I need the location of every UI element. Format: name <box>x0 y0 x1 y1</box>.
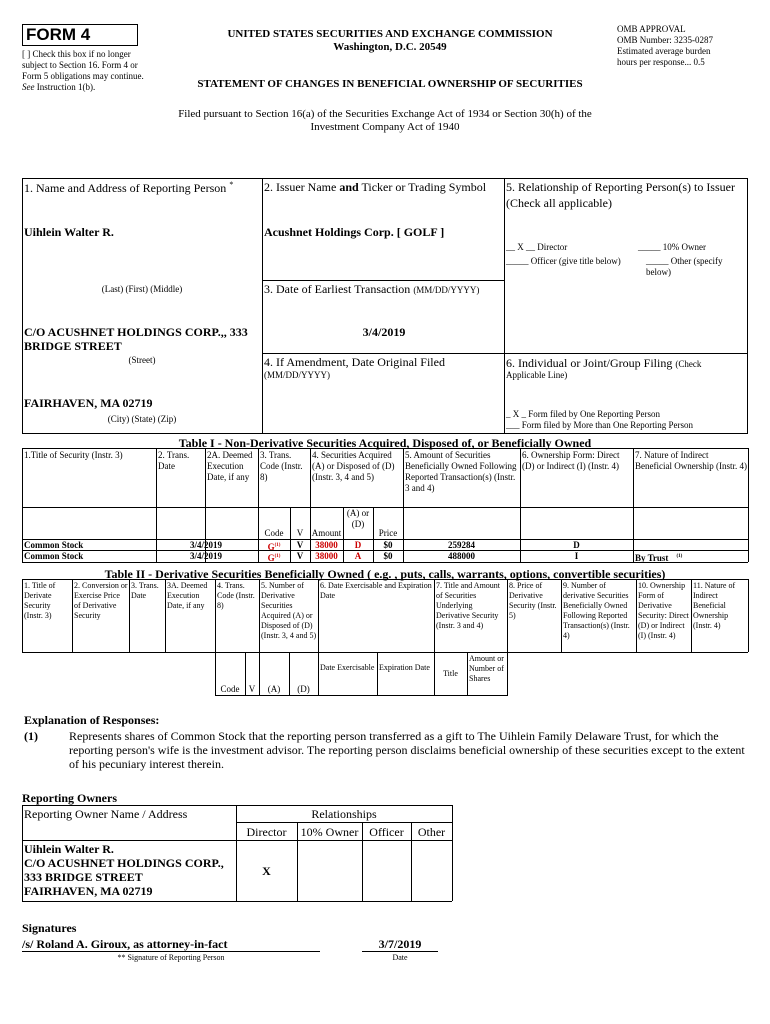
table-row-amount: 38000 <box>315 551 338 561</box>
owners-col-officer: Officer <box>369 825 404 839</box>
reporting-person-address: C/O ACUSHNET HOLDINGS CORP.,, 333 BRIDGE STREET <box>24 325 248 353</box>
t1-sub-price: Price <box>378 528 398 538</box>
table-row-ad: A <box>354 551 362 561</box>
table-row-date: 3/4/2019 <box>189 540 222 550</box>
table-row-form: D <box>573 540 580 550</box>
owners-col-relationships: Relationships <box>311 807 377 821</box>
owners-col-ten-percent: 10% Owner <box>300 825 359 839</box>
t2-sub-date-exercisable: Date Exercisable <box>320 663 375 672</box>
t2-col-title: 1. Title of Derivate Security (Instr. 3) <box>24 581 56 620</box>
t1-col-amount-owned: 5. Amount of Securities Beneficially Owned Following Reported Transaction(s) (Instr. 3 and 4) <box>405 450 517 493</box>
relationship-label: 5. Relationship of Reporting Person(s) to Issuer <box>506 180 735 194</box>
earliest-transaction-date: 3/4/2019 <box>362 325 406 339</box>
t2-col-number: 5. Number of Derivative Securities Acquired (A) or Disposed of (D) (Instr. 3, 4 and 5) <box>261 581 317 640</box>
table-row-amount: 38000 <box>315 540 338 550</box>
amendment-format: (MM/DD/YYYY) <box>264 370 330 380</box>
statement-title: STATEMENT OF CHANGES IN BENEFICIAL OWNERSHIP OF SECURITIES <box>197 78 583 90</box>
t1-col-ownership-form: 6. Ownership Form: Direct (D) or Indirect (I) (Instr. 4) <box>522 450 620 471</box>
t2-sub-a: (A) <box>267 684 281 694</box>
t2-col-nature: 11. Nature of Indirect Beneficial Ownership (Instr. 4) <box>693 581 736 630</box>
city-label: (City) (State) (Zip) <box>107 414 177 424</box>
owner-address-3: FAIRHAVEN, MA 02719 <box>24 884 153 898</box>
t1-col-acquired-disposed: 4. Securities Acquired (A) or Disposed of (D) (Instr. 3, 4 and 5) <box>312 450 395 482</box>
t2-col-owned: 9. Number of derivative Securities Beneficially Owned Following Reported Transaction(s) (Instr. 4) <box>563 581 630 640</box>
t2-col-price: 8. Price of Derivative Security (Instr. 5) <box>509 581 557 620</box>
amendment-label: 4. If Amendment, Date Original Filed <box>264 355 445 369</box>
explanation-text: Represents shares of Common Stock that the reporting person transferred as a gift to The Uihlein Family Delaware Trust, for which the reporting person's wife is the investment advisor. The reporting person disclaims beneficial ownership of these securities except to the extent of his pecuniary interest therein. <box>69 729 745 771</box>
reporting-person-name: Uihlein Walter R. <box>24 225 114 239</box>
owner-address-2: 333 BRIDGE STREET <box>24 870 143 884</box>
t1-sub-code: Code <box>264 528 284 538</box>
city-state-zip: FAIRHAVEN, MA 02719 <box>24 396 153 410</box>
table-row-title: Common Stock <box>24 540 84 550</box>
name-parts-label: (Last) (First) (Middle) <box>101 284 183 294</box>
t2-col-exercisable: 6. Date Exercisable and Expiration Date <box>320 581 432 600</box>
other-checkbox: _____ Other (specify below) <box>646 256 723 277</box>
agency-city: Washington, D.C. 20549 <box>333 41 447 53</box>
t2-sub-d: (D) <box>297 684 310 694</box>
explanation-heading: Explanation of Responses: <box>24 713 160 727</box>
t1-col-nature: 7. Nature of Indirect Beneficial Ownership (Instr. 4) <box>635 450 747 471</box>
ten-percent-checkbox: _____ 10% Owner <box>638 242 706 252</box>
t1-sub-amount: Amount <box>311 528 342 538</box>
issuer-label: 2. Issuer Name and Ticker or Trading Symbol <box>264 180 487 194</box>
t2-sub-v: V <box>248 684 256 694</box>
table-row-owned: 488000 <box>448 551 475 561</box>
t1-col-title: 1.Title of Security (Instr. 3) <box>24 450 123 460</box>
t1-col-trans-date: 2. Trans. Date <box>158 450 190 471</box>
t2-col-deemed-date: 3A. Deemed Execution Date, if any <box>167 581 208 610</box>
owner-name: Uihlein Walter R. <box>24 842 114 856</box>
signature-label: ** Signature of Reporting Person <box>117 953 225 962</box>
table-row-code: $G^{(1)}$ <box>267 542 281 552</box>
t2-sub-amount: Amount or Number of Shares <box>469 654 504 683</box>
t2-sub-code: Code <box>220 684 240 694</box>
table-row-nature: By Trust $^{(1)}$ <box>635 553 683 563</box>
t2-col-trans-date: 3. Trans. Date <box>131 581 159 600</box>
filing-one-person: _ X _ Form filed by One Reporting Person <box>506 409 660 419</box>
omb-box: OMB APPROVAL OMB Number: 3235-0287 Estimated average burden hours per response... 0.5 <box>617 24 713 67</box>
earliest-transaction-label: 3. Date of Earliest Transaction (MM/DD/YYYY) <box>264 282 480 296</box>
table-row-v: V <box>296 551 304 561</box>
agency-name: UNITED STATES SECURITIES AND EXCHANGE COMMISSION <box>227 28 553 40</box>
signer-name: /s/ Roland A. Giroux, as attorney-in-fact <box>22 937 228 951</box>
table1-title: Table I - Non-Derivative Securities Acquired, Disposed of, or Beneficially Owned <box>178 436 592 450</box>
table-row-code: $G^{(1)}$ <box>267 553 281 563</box>
reporting-owners-heading: Reporting Owners <box>22 791 117 805</box>
filed-pursuant-1: Filed pursuant to Section 16(a) of the Securities Exchange Act of 1934 or Section 30(h) of the <box>178 108 592 120</box>
form-title: FORM 4 <box>22 24 138 46</box>
date-label: Date <box>392 953 408 962</box>
owner-address-1: C/O ACUSHNET HOLDINGS CORP., <box>24 856 224 870</box>
filing-sub: Applicable Line) <box>506 370 568 380</box>
table-row-price: $0 <box>383 540 393 550</box>
signature-date: 3/7/2019 <box>378 937 422 951</box>
table-row-date: 3/4/2019 <box>189 551 222 561</box>
table2-title: Table II - Derivative Securities Beneficially Owned ( e.g. , puts, calls, warrants, options, convertible securities) <box>104 567 666 581</box>
table-row-form: I <box>574 551 579 561</box>
t2-col-ownership-form: 10. Ownership Form of Derivative Security: Direct (D) or Indirect (I) (Instr. 4) <box>638 581 689 640</box>
t1-col-trans-code: 3. Trans. Code (Instr. 8) <box>260 450 303 482</box>
checkbox-note: [ ] Check this box if no longer subject to Section 16. Form 4 or Form 5 obligations may continue. See Instruction 1(b). <box>22 49 144 92</box>
table-row-title: Common Stock <box>24 551 84 561</box>
t2-col-underlying: 7. Title and Amount of Securities Underlying Derivative Security (Instr. 3 and 4) <box>436 581 501 630</box>
table-row-price: $0 <box>383 551 393 561</box>
issuer-name: Acushnet Holdings Corp. [ GOLF ] <box>264 225 445 239</box>
explanation-footnote-number: (1) <box>24 729 38 743</box>
t1-sub-ad: (A) or (D) <box>346 508 370 529</box>
t1-col-deemed-date: 2A. Deemed Execution Date, if any <box>207 450 253 482</box>
t2-col-trans-code: 4. Trans. Code (Instr. 8) <box>217 581 255 610</box>
owner-director-mark: X <box>262 864 271 878</box>
owners-col-other: Other <box>417 825 446 839</box>
director-checkbox: __ X __ Director <box>506 242 568 252</box>
reporting-person-label: 1. Name and Address of Reporting Person * <box>24 180 234 195</box>
filing-more-persons: ___ Form filed by More than One Reporting Person <box>506 420 693 430</box>
filed-pursuant-2: Investment Company Act of 1940 <box>310 121 460 133</box>
t2-col-conversion: 2. Conversion or Exercise Price of Derivative Security <box>74 581 128 620</box>
owners-col-name: Reporting Owner Name / Address <box>24 807 188 821</box>
t1-sub-v: V <box>296 528 304 538</box>
signatures-heading: Signatures <box>22 921 77 935</box>
street-label: (Street) <box>128 355 156 365</box>
officer-checkbox: _____ Officer (give title below) <box>506 256 621 266</box>
filing-label: 6. Individual or Joint/Group Filing (Check <box>506 356 702 370</box>
t2-sub-title: Title <box>443 669 458 678</box>
table-row-owned: 259284 <box>448 540 475 550</box>
relationship-sub: (Check all applicable) <box>506 196 612 210</box>
t2-sub-expiration: Expiration Date <box>379 663 430 672</box>
owners-col-director: Director <box>246 825 287 839</box>
table-row-ad: D <box>354 540 362 550</box>
table-row-v: V <box>296 540 304 550</box>
